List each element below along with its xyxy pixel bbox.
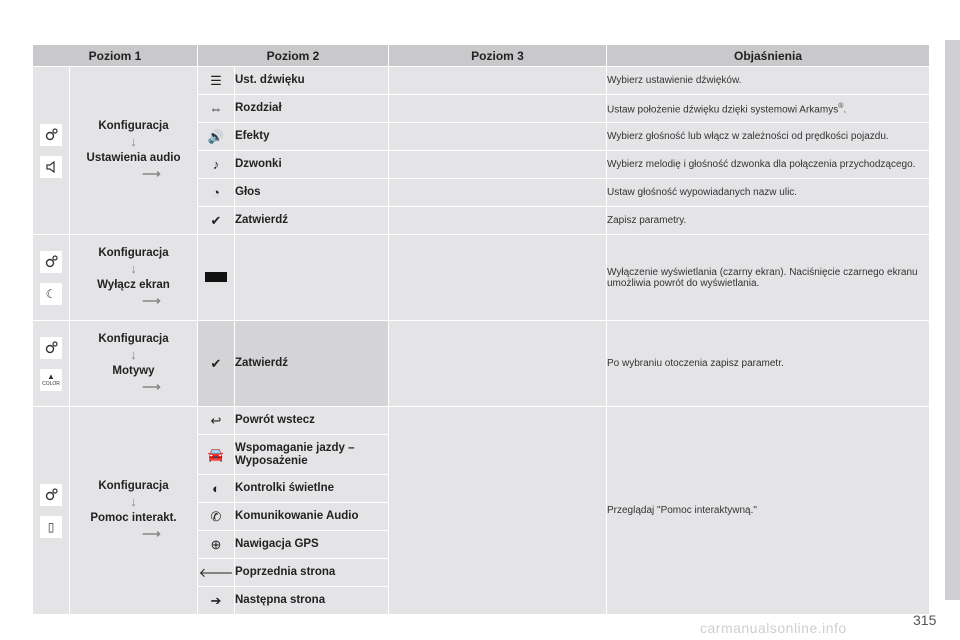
level2-prev-page: Poprzednia strona [235,559,389,587]
back-arrow-icon: ↩ [198,407,235,435]
icon-cell-audio [33,67,70,235]
settings-gear-icon [40,337,62,359]
level3-empty [389,95,607,123]
balance-lr-icon: ⇔ [198,95,235,123]
desc-screen-off: Wyłączenie wyświetlania (czarny ekran). Naciśnięcie czarnego ekranu umożliwia powrót do wyświetlania. [607,235,930,321]
header-level3: Poziom 3 [389,45,607,67]
speaker-icon [40,156,62,178]
level3-empty [389,235,607,321]
warning-light-icon: ◐ [198,475,235,503]
settings-gear-icon [40,251,62,273]
header-notes: Objaśnienia [607,45,930,67]
level1-screen-off-label: Wyłącz ekran [97,278,170,291]
settings-gear-icon [40,484,62,506]
voice-icon: ◔ [198,179,235,207]
level3-empty [389,179,607,207]
page-number: 315 [913,612,937,628]
level1-config-label: Konfiguracja [98,119,169,132]
level1-screen-off [70,235,198,321]
level2-next-page: Następna strona [235,587,389,615]
manual-book-icon: ▯ [40,516,62,538]
icon-cell-themes [33,321,70,407]
desc-balance: Ustaw położenie dźwięku dzięki systemowi Arkamys®. [607,95,930,123]
level2-effects: Efekty [235,123,389,151]
level3-empty [389,67,607,95]
arrow-right-icon: ⟶ [142,292,161,308]
desc-confirm: Zapisz parametry. [607,207,930,235]
checkmark-icon: ✔ [198,207,235,235]
moon-icon: ☾ [40,283,62,305]
arrow-down-icon: ↓ [130,133,137,149]
arrow-left-icon: 🡐 [198,559,235,587]
desc-voice: Ustaw głośność wypowiadanych nazw ulic. [607,179,930,207]
color-theme-icon: ▲ COLOR [40,369,62,391]
sound-effects-icon: 🔊 [198,123,235,151]
desc-sound-settings: Wybierz ustawienie dźwięków. [607,67,930,95]
level2-confirm: Zatwierdź [235,207,389,235]
level1-config-label: Konfiguracja [98,332,169,345]
level1-config-label: Konfiguracja [98,246,169,259]
level1-audio [70,67,198,235]
level2-comm-audio: Komunikowanie Audio [235,503,389,531]
level2-ringtones: Dzwonki [235,151,389,179]
menu-table [32,44,930,615]
arrow-right-icon: ⟶ [142,165,161,181]
level3-empty [389,407,607,615]
level2-confirm-theme: Zatwierdź [235,321,389,407]
scrollbar-strip [945,40,960,600]
arrow-down-icon: ↓ [130,346,137,362]
level1-themes [70,321,198,407]
level2-balance: Rozdział [235,95,389,123]
arrow-right-icon: ⟶ [142,525,161,541]
gps-target-icon: ⊕ [198,531,235,559]
checkmark-icon: ✔ [198,321,235,407]
settings-gear-icon [40,124,62,146]
level1-themes-label: Motywy [112,364,155,377]
level2-driving-aid: Wspomaganie jazdy – Wyposażenie [235,435,389,475]
level2-warning-lights: Kontrolki świetlne [235,475,389,503]
level1-help-label: Pomoc interakt. [90,511,177,524]
level3-empty [389,123,607,151]
icon-cell-help [33,407,70,615]
desc-themes: Po wybraniu otoczenia zapisz parametr. [607,321,930,407]
level2-gps: Nawigacja GPS [235,531,389,559]
header-level2: Poziom 2 [198,45,389,67]
icon-cell-screen [33,235,70,321]
car-icon: 🚘 [198,435,235,475]
desc-help: Przeglądaj "Pomoc interaktywną." [607,407,930,615]
level1-help [70,407,198,615]
ringtone-icon: ♪ [198,151,235,179]
level3-empty [389,321,607,407]
level2-empty [235,235,389,321]
desc-effects: Wybierz głośność lub włącz w zależności od prędkości pojazdu. [607,123,930,151]
arrow-down-icon: ↓ [130,260,137,276]
level3-empty [389,207,607,235]
black-screen-icon [198,235,235,321]
desc-ringtones: Wybierz melodię i głośność dzwonka dla połączenia przychodzącego. [607,151,930,179]
level2-sound-settings: Ust. dźwięku [235,67,389,95]
equalizer-icon: ☰ [198,67,235,95]
arrow-right-bold-icon: ➔ [198,587,235,615]
level2-back: Powrót wstecz [235,407,389,435]
level2-voice: Głos [235,179,389,207]
header-level1: Poziom 1 [33,45,198,67]
watermark: carmanualsonline.info [700,620,847,636]
arrow-down-icon: ↓ [130,493,137,509]
arrow-right-icon: ⟶ [142,378,161,394]
level3-empty [389,151,607,179]
level1-audio-label: Ustawienia audio [86,151,181,164]
level1-config-label: Konfiguracja [98,479,169,492]
communication-audio-icon: ✆ [198,503,235,531]
